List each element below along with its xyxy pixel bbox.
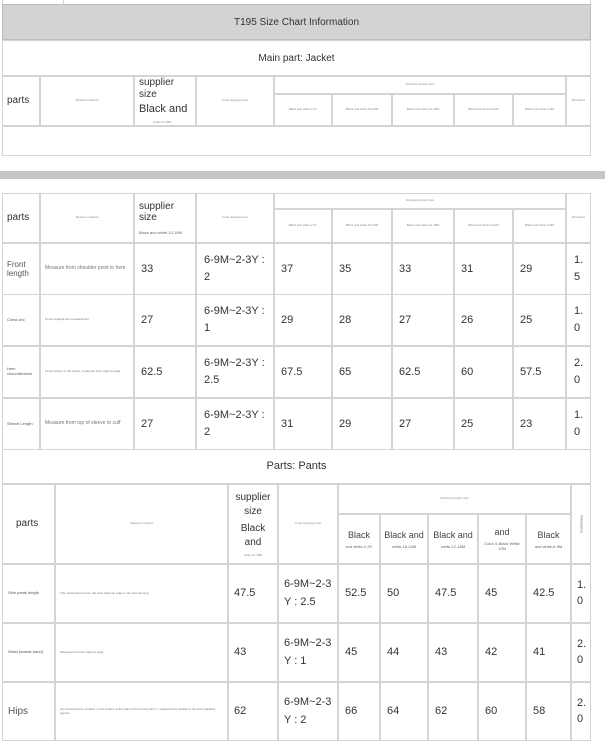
jacket-allowance-value: 1.5: [566, 243, 591, 295]
jacket-size-value: 28: [332, 294, 392, 346]
pants-size-col-small: Color-9-Black White 12M: [484, 541, 520, 552]
jacket-size-col: Black and white-12-18M: [392, 209, 454, 243]
pants-measure-method: Measurement from edge to edge: [55, 623, 228, 682]
jacket-size-value: 57.5: [513, 346, 566, 398]
pants-code-rules-header: Code hopping rules: [278, 484, 338, 564]
pants-size-value: 58: [526, 682, 571, 741]
pants-size-value: 50: [380, 564, 428, 623]
jacket-size-value: 27: [392, 398, 454, 450]
top-supplier-sub-big: Black and: [139, 103, 188, 116]
jacket-size-value: 60: [454, 346, 513, 398]
pants-allowance-value: 2.0: [571, 623, 591, 682]
top-measure-header: Measure method: [40, 76, 134, 126]
pants-size-value: 44: [380, 623, 428, 682]
pants-size-value: 41: [526, 623, 571, 682]
pants-size-col-small: white-12-18M: [440, 543, 466, 549]
top-blank-row: [2, 126, 591, 156]
jacket-allowance-value: 2.0: [566, 346, 591, 398]
pants-size-value: 52.5: [338, 564, 380, 623]
jacket-code-rule: 6-9M~2-3Y : 2.5: [196, 346, 274, 398]
jacket-size-value: 25: [454, 398, 513, 450]
pants-size-col-small: and white-2-3Y: [345, 543, 373, 549]
pants-size-col-small: white-18-24M: [391, 543, 417, 549]
jacket-size-value: 27: [392, 294, 454, 346]
pants-size-col-big: Black: [347, 529, 370, 540]
pants-size-value: 66: [338, 682, 380, 741]
jacket-allowance-value: 1.0: [566, 294, 591, 346]
jacket-size-value: 65: [332, 346, 392, 398]
jacket-size-col: Black and white-2-3Y: [274, 209, 332, 243]
jacket-measure-header: Measure method: [40, 193, 134, 243]
top-size-col: Black and white-18-24M: [332, 94, 392, 126]
jacket-size-col: Black and white-18-24M: [332, 209, 392, 243]
pants-part-name: Hips: [2, 682, 55, 741]
pants-size-value: 45: [338, 623, 380, 682]
pants-size-col-big: Black and: [433, 529, 473, 540]
jacket-code-rules-header: Code hopping rules: [196, 193, 274, 243]
pants-supplier-small: white-12-18M: [243, 552, 263, 557]
jacket-size-value: 37: [274, 243, 332, 295]
pants-size-col: [428, 514, 478, 564]
top-allowance-header: Allowance: [566, 76, 591, 126]
jacket-part-name: Chest circ: [2, 294, 40, 346]
pants-title: Parts: Pants: [2, 449, 591, 484]
main-part-title: Main part: Jacket: [2, 40, 591, 76]
jacket-supplier-value: 62.5: [134, 346, 196, 398]
pants-supplier-value: 43: [228, 623, 278, 682]
pants-code-rule: 6-9M~2-3Y : 1: [278, 623, 338, 682]
pants-size-col: [526, 514, 571, 564]
jacket-size-col: Black and white-6-9M: [513, 209, 566, 243]
pants-size-col-big: and: [494, 527, 510, 538]
jacket-supplier-label: supplier size: [139, 200, 175, 224]
jacket-size-value: 25: [513, 294, 566, 346]
pants-size-value: 64: [380, 682, 428, 741]
pants-supplier-header: [228, 484, 278, 564]
jacket-allowance-value: 1.0: [566, 398, 591, 450]
pants-measure-method: The measurement from the side waist top edge to the foot opening: [55, 564, 228, 623]
pants-supplier-label: supplier size: [235, 491, 271, 518]
pants-size-value: 42.5: [526, 564, 571, 623]
jacket-size-value: 29: [513, 243, 566, 295]
jacket-size-col: Black and white-9-12M: [454, 209, 513, 243]
pants-parts-header: parts: [2, 484, 55, 564]
top-size-col: Black and white-12-18M: [392, 94, 454, 126]
jacket-size-value: 35: [332, 243, 392, 295]
pants-size-value: 60: [478, 682, 526, 741]
top-parts-header: parts: [2, 76, 40, 126]
pants-size-col: [380, 514, 428, 564]
jacket-code-rule: 6-9M~2-3Y : 2: [196, 243, 274, 295]
jacket-supplier-value: 27: [134, 398, 196, 450]
pants-code-rule: 6-9M~2-3Y : 2.5: [278, 564, 338, 623]
jacket-supplier-header: [134, 193, 196, 243]
jacket-size-value: 62.5: [392, 346, 454, 398]
pants-size-col-small: and white-6-9M: [534, 543, 563, 549]
pants-supplier-value: 62: [228, 682, 278, 741]
jacket-size-value: 29: [332, 398, 392, 450]
pants-measure-method: Hip circumference position on the bottom of the waist 1/3 the front point V, measurement parallel to the front waistline (pants): [55, 682, 228, 741]
jacket-code-rule: 6-9M~2-3Y : 2: [196, 398, 274, 450]
pants-part-name: Side pants length: [2, 564, 55, 623]
jacket-supplier-value: 27: [134, 294, 196, 346]
jacket-size-value: 31: [454, 243, 513, 295]
pants-size-col: [478, 514, 526, 564]
pants-finished-header: Finished product size: [338, 484, 571, 514]
jacket-measure-method: Armpit straight line measurement: [40, 294, 134, 346]
top-size-col: Black and white-6-9M: [513, 94, 566, 126]
pants-allowance-value: 1.0: [571, 564, 591, 623]
jacket-measure-method: Measure from shoulder point to hem: [40, 243, 134, 295]
jacket-supplier-value: 33: [134, 243, 196, 295]
pants-allowance-value: 2.0: [571, 682, 591, 741]
top-supplier-label: supplier size: [139, 77, 175, 100]
top-supplier-header: [134, 76, 196, 126]
pants-allowance-header: Allowance: [571, 484, 591, 564]
top-size-col: Black and white-2-3Y: [274, 94, 332, 126]
jacket-size-value: 67.5: [274, 346, 332, 398]
pants-size-value: 62: [428, 682, 478, 741]
jacket-supplier-sub: Black and white-12-18M: [139, 229, 182, 235]
jacket-part-name: Hem circumference: [2, 346, 40, 398]
section-separator: [0, 171, 605, 179]
size-chart-title: T195 Size Chart Information: [2, 4, 591, 40]
top-supplier-sub-small: white-12-18M: [153, 120, 172, 125]
jacket-size-value: 31: [274, 398, 332, 450]
jacket-measure-method: At the bottom of the clamp, measured from edge to edge: [40, 346, 134, 398]
jacket-size-value: 29: [274, 294, 332, 346]
top-finished-header: Finished product size: [274, 76, 566, 94]
jacket-parts-header: parts: [2, 193, 40, 243]
jacket-measure-method: Measure from top of sleeve to cuff: [40, 398, 134, 450]
top-size-col: Black and white-9-12M: [454, 94, 513, 126]
pants-size-col-big: Black: [537, 529, 560, 540]
pants-supplier-big: Black and: [240, 522, 266, 548]
jacket-part-name: Front length: [2, 243, 40, 295]
pants-measure-header: Measure method: [55, 484, 228, 564]
pants-size-col-big: Black and: [384, 529, 424, 540]
jacket-size-value: 26: [454, 294, 513, 346]
jacket-size-value: 33: [392, 243, 454, 295]
pants-size-value: 42: [478, 623, 526, 682]
jacket-code-rule: 6-9M~2-3Y : 1: [196, 294, 274, 346]
pants-size-value: 47.5: [428, 564, 478, 623]
pants-supplier-value: 47.5: [228, 564, 278, 623]
pants-size-col: [338, 514, 380, 564]
jacket-part-name: Sleeve Length: [2, 398, 40, 450]
top-code-rules-header: Code hopping rules: [196, 76, 274, 126]
pants-code-rule: 6-9M~2-3Y : 2: [278, 682, 338, 741]
jacket-finished-header: Finished product size: [274, 193, 566, 209]
pants-size-value: 43: [428, 623, 478, 682]
pants-part-name: Waist (elastic band): [2, 623, 55, 682]
pants-size-value: 45: [478, 564, 526, 623]
jacket-allowance-header: Allowance: [566, 193, 591, 243]
jacket-size-value: 23: [513, 398, 566, 450]
